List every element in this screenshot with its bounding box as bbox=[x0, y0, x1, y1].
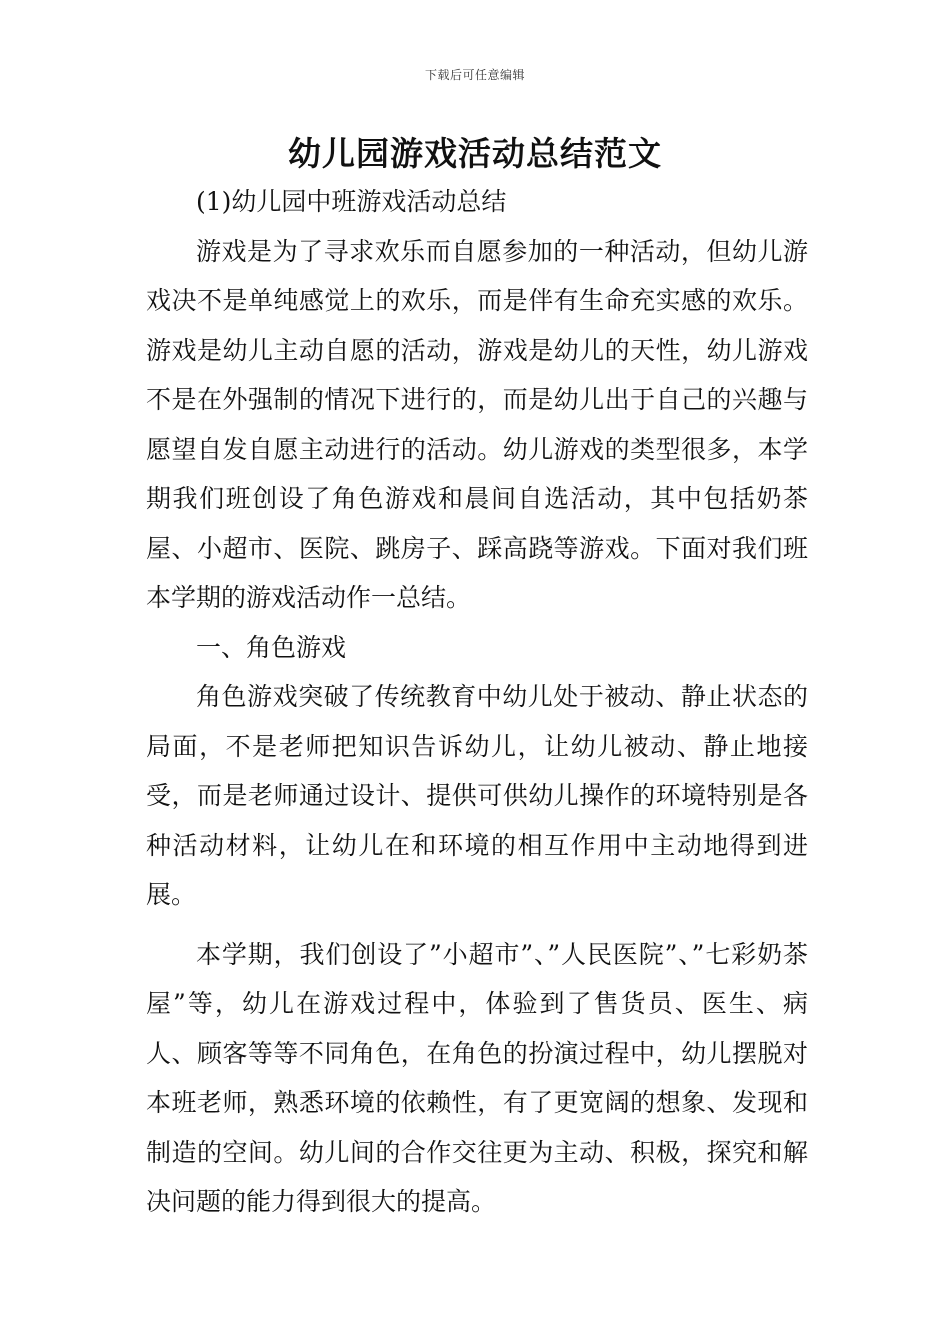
paragraph-intro: 游戏是为了寻求欢乐而自愿参加的一种活动，但幼儿游戏决不是单纯感觉上的欢乐，而是伴有生命充实感的欢乐。游戏是幼儿主动自愿的活动，游戏是幼儿的天性，幼儿游戏不是在外强制的情况下进行的，而是幼儿出于自己的兴趣与愿望自发自愿主动进行的活动。幼儿游戏的类型很多，本学期我们班创设了角色游戏和晨间自选活动，其中包括奶茶屋、小超市、医院、跳房子、踩高跷等游戏。下面对我们班本学期的游戏活动作一总结。 bbox=[146, 236, 808, 612]
header-note: 下载后可任意编辑 bbox=[424, 68, 525, 82]
document-body bbox=[146, 177, 808, 1227]
paragraph-role-play: 角色游戏突破了传统教育中幼儿处于被动、静止状态的局面，不是老师把知识告诉幼儿，让幼儿被动、静止地接受，而是老师通过设计、提供可供幼儿操作的环境特别是各种活动材料，让幼儿在和环境的相互作用中主动地得到进展。 bbox=[146, 682, 808, 909]
paragraph-semester: 本学期，我们创设了”小超市”、”人民医院”、”七彩奶茶屋”等，幼儿在游戏过程中，体验到了售货员、医生、病人、顾客等等不同角色，在角色的扮演过程中，幼儿摆脱对本班老师，熟悉环境的依赖性，有了更宽阔的想象、发现和制造的空间。幼儿间的合作交往更为主动、积极，探究和解决问题的能力得到很大的提高。 bbox=[146, 939, 808, 1216]
section-heading-role-play: 一、角色游戏 bbox=[196, 632, 347, 662]
document-title: 幼儿园游戏活动总结范文 bbox=[288, 134, 662, 173]
section-subtitle: (1)幼儿园中班游戏活动总结 bbox=[196, 187, 507, 216]
